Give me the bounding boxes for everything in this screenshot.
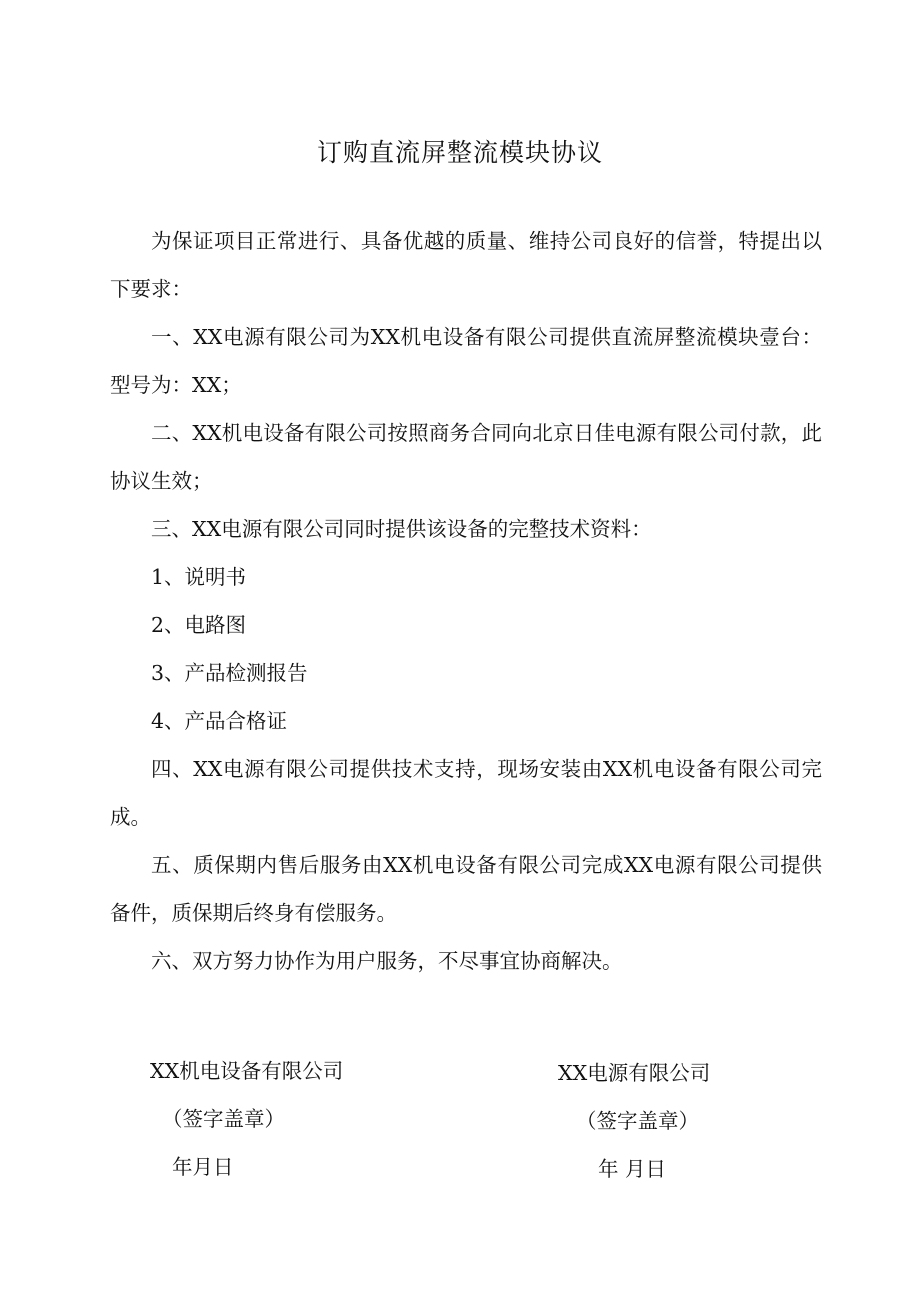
supplier-signature-stamp-label: （签字盖章） bbox=[576, 1109, 699, 1133]
supplier-date-label: 年 月日 bbox=[598, 1157, 667, 1181]
document-item-circuit-diagram: 2、电路图 bbox=[151, 613, 247, 637]
clause-3: 三、XX电源有限公司同时提供该设备的完整技术资料： bbox=[151, 517, 652, 541]
clause-6: 六、双方努力协作为用户服务，不尽事宜协商解决。 bbox=[151, 949, 623, 973]
buyer-company-name: XX机电设备有限公司 bbox=[150, 1059, 344, 1083]
signature-block-supplier bbox=[558, 1049, 710, 1193]
intro-paragraph: 为保证项目正常进行、具备优越的质量、维持公司良好的信誉，特提出以下要求： bbox=[110, 229, 822, 301]
document-item-test-report: 3、产品检测报告 bbox=[151, 661, 308, 685]
buyer-signature-stamp-label: （签字盖章） bbox=[162, 1107, 285, 1131]
document-title: 订购直流屏整流模块协议 bbox=[316, 138, 603, 167]
signature-block-buyer bbox=[150, 1047, 343, 1191]
document-item-certificate: 4、产品合格证 bbox=[151, 709, 288, 733]
clause-1: 一、XX电源有限公司为XX机电设备有限公司提供直流屏整流模块壹台：型号为：XX； bbox=[110, 325, 822, 397]
supplier-company-name: XX电源有限公司 bbox=[558, 1061, 711, 1085]
document-item-manual: 1、说明书 bbox=[151, 565, 247, 589]
clause-5: 五、质保期内售后服务由XX机电设备有限公司完成XX电源有限公司提供备件，质保期后终身有偿服务。 bbox=[110, 853, 822, 925]
buyer-date-label: 年月日 bbox=[172, 1155, 234, 1179]
agreement-body bbox=[110, 217, 822, 985]
clause-4: 四、XX电源有限公司提供技术支持，现场安装由XX机电设备有限公司完成。 bbox=[110, 757, 822, 829]
clause-2: 二、XX机电设备有限公司按照商务合同向北京日佳电源有限公司付款，此协议生效； bbox=[110, 421, 822, 493]
